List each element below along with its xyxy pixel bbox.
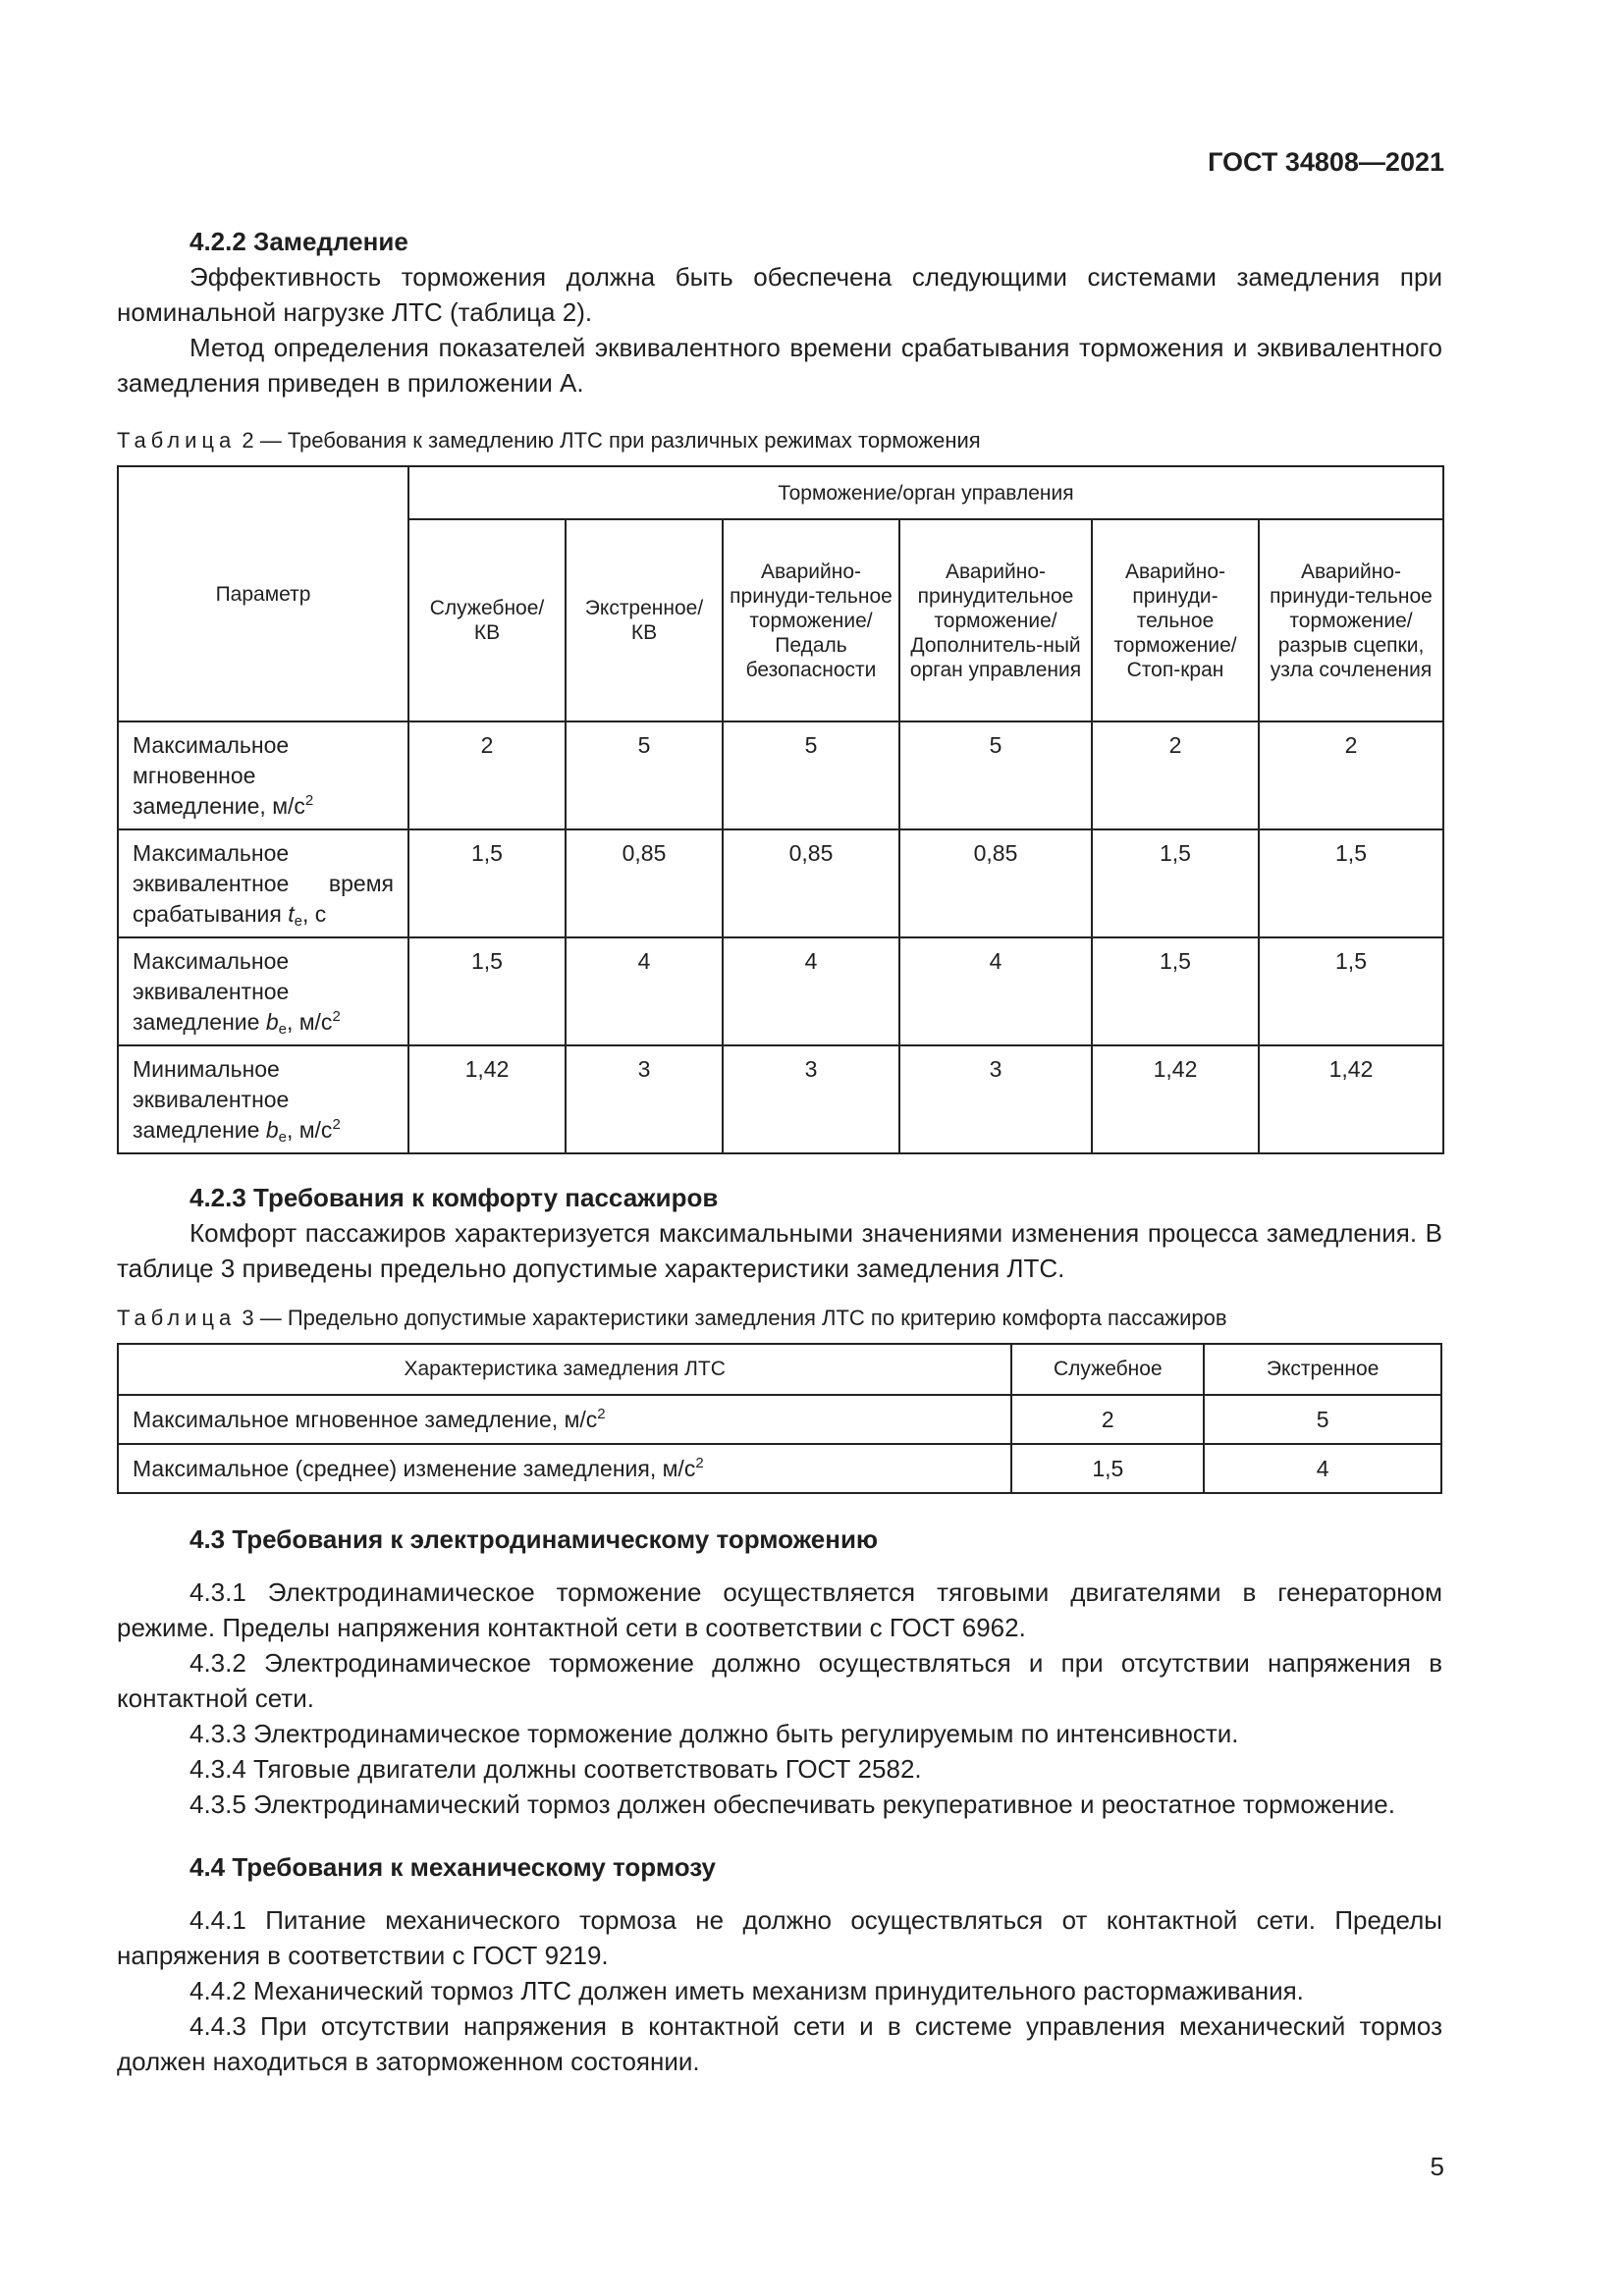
paragraph: 4.3.1 Электродинамическое торможение осуществляется тяговыми двигателями в генераторном режиме. Пределы напряжения контактной сети в соответствии с ГОСТ 6962. xyxy=(117,1577,1442,1642)
paragraph: Метод определения показателей эквивалентного времени срабатывания торможения и эквивалентного замедления приведен в приложении А. xyxy=(117,333,1442,398)
paragraph: 4.4.2 Механический тормоз ЛТС должен иметь механизм принудительного растормаживания. xyxy=(189,1976,1304,2005)
column-header: Аварийно-принудительное торможение/ Дополнитель-ный орган управления xyxy=(899,519,1092,721)
value-cell: 4 xyxy=(1204,1444,1441,1493)
value-cell: 4 xyxy=(723,937,899,1045)
table-row xyxy=(118,829,1443,937)
table-2 xyxy=(117,465,1444,1154)
table-3 xyxy=(117,1343,1442,1494)
value-cell: 5 xyxy=(899,721,1092,829)
column-header: Характеристика замедления ЛТС xyxy=(118,1344,1011,1395)
paragraph: Комфорт пассажиров характеризуется максимальными значениями изменения процесса замедления. В таблице 3 приведены предельно допустимые характеристики замедления ЛТС. xyxy=(117,1218,1442,1283)
caption-label: Таблица xyxy=(117,428,237,453)
column-header: Аварийно-принуди-тельное торможение/ Педаль безопасности xyxy=(723,519,899,721)
caption-label: Таблица xyxy=(117,1306,237,1330)
value-cell: 2 xyxy=(1092,721,1259,829)
caption-text: 2 — Требования к замедлению ЛТС при различных режимах торможения xyxy=(242,428,981,453)
value-cell: 1,42 xyxy=(1092,1045,1259,1153)
value-cell: 1,5 xyxy=(1259,937,1443,1045)
value-cell: 3 xyxy=(899,1045,1092,1153)
column-header: Аварийно-принуди-тельное торможение/ Стоп-кран xyxy=(1092,519,1259,721)
value-cell: 3 xyxy=(566,1045,723,1153)
value-cell: 0,85 xyxy=(566,829,723,937)
column-header: Служебное/ КВ xyxy=(408,519,566,721)
value-cell: 5 xyxy=(566,721,723,829)
document-id: ГОСТ 34808—2021 xyxy=(1208,147,1444,177)
value-cell: 2 xyxy=(1011,1395,1204,1444)
table-row xyxy=(118,937,1443,1045)
table-row xyxy=(118,1045,1443,1153)
param-cell: Минимальное эквивалентное замедление $b_e$, $м/с^2$ xyxy=(118,1045,408,1153)
param-header: Параметр xyxy=(118,466,408,721)
value-cell: 4 xyxy=(899,937,1092,1045)
group-header: Торможение/орган управления xyxy=(408,466,1443,519)
value-cell: 1,5 xyxy=(1259,829,1443,937)
label-cell: Максимальное мгновенное замедление, $м/с^2$ xyxy=(118,1395,1011,1444)
value-cell: 1,42 xyxy=(408,1045,566,1153)
param-cell: Максимальное эквивалентное время срабатывания $t_e$, с xyxy=(118,829,408,937)
column-header: Служебное xyxy=(1011,1344,1204,1395)
paragraph: 4.4.1 Питание механического тормоза не должно осуществляться от контактной сети. Пределы напряжения в соответствии с ГОСТ 9219. xyxy=(117,1905,1442,1970)
paragraph: 4.4.3 При отсутствии напряжения в контактной сети и в системе управления механический тормоз должен находиться в заторможенном состоянии. xyxy=(117,2011,1442,2076)
column-header: Экстренное xyxy=(1204,1344,1441,1395)
value-cell: 3 xyxy=(723,1045,899,1153)
paragraph: 4.3.2 Электродинамическое торможение должно осуществляться и при отсутствии напряжения в контактной сети. xyxy=(117,1648,1442,1713)
section-title-4-3: 4.3 Требования к электродинамическому торможению xyxy=(189,1524,879,1554)
value-cell: 1,5 xyxy=(1011,1444,1204,1493)
param-cell: Максимальное эквивалентное замедление $b_e$, $м/с^2$ xyxy=(118,937,408,1045)
value-cell: 0,85 xyxy=(723,829,899,937)
caption-text: 3 — Предельно допустимые характеристики замедления ЛТС по критерию комфорта пассажиров xyxy=(242,1306,1227,1330)
section-title-4-2-3: 4.2.3 Требования к комфорту пассажиров xyxy=(189,1183,719,1212)
value-cell: 2 xyxy=(408,721,566,829)
table-row xyxy=(118,1395,1441,1444)
value-cell: 1,5 xyxy=(1092,937,1259,1045)
table-row xyxy=(118,721,1443,829)
value-cell: 2 xyxy=(1259,721,1443,829)
value-cell: 1,42 xyxy=(1259,1045,1443,1153)
label-cell: Максимальное (среднее) изменение замедления, $м/с^2$ xyxy=(118,1444,1011,1493)
value-cell: 5 xyxy=(723,721,899,829)
page-number: 5 xyxy=(1430,2152,1444,2181)
paragraph: 4.3.3 Электродинамическое торможение должно быть регулируемым по интенсивности. xyxy=(189,1719,1239,1748)
section-title-4-2-2: 4.2.2 Замедление xyxy=(189,227,408,256)
table-row xyxy=(118,1444,1441,1493)
page-content xyxy=(117,224,1442,2079)
paragraph: 4.3.4 Тяговые двигатели должны соответствовать ГОСТ 2582. xyxy=(189,1754,922,1784)
value-cell: 4 xyxy=(566,937,723,1045)
value-cell: 1,5 xyxy=(408,937,566,1045)
value-cell: 5 xyxy=(1204,1395,1441,1444)
column-header: Экстренное/ КВ xyxy=(566,519,723,721)
column-header: Аварийно-принуди-тельное торможение/ разрыв сцепки, узла сочленения xyxy=(1259,519,1443,721)
table-3-caption xyxy=(117,1304,1442,1333)
param-cell: Максимальное мгновенное замедление, $м/с^2$ xyxy=(118,721,408,829)
section-title-4-4: 4.4 Требования к механическому тормозу xyxy=(189,1852,717,1882)
table-2-caption xyxy=(117,426,1442,455)
paragraph: Эффективность торможения должна быть обеспечена следующими системами замедления при номинальной нагрузке ЛТС (таблица 2). xyxy=(117,262,1442,327)
paragraph: 4.3.5 Электродинамический тормоз должен обеспечивать рекуперативное и реостатное торможение. xyxy=(189,1789,1395,1819)
value-cell: 1,5 xyxy=(1092,829,1259,937)
value-cell: 0,85 xyxy=(899,829,1092,937)
value-cell: 1,5 xyxy=(408,829,566,937)
